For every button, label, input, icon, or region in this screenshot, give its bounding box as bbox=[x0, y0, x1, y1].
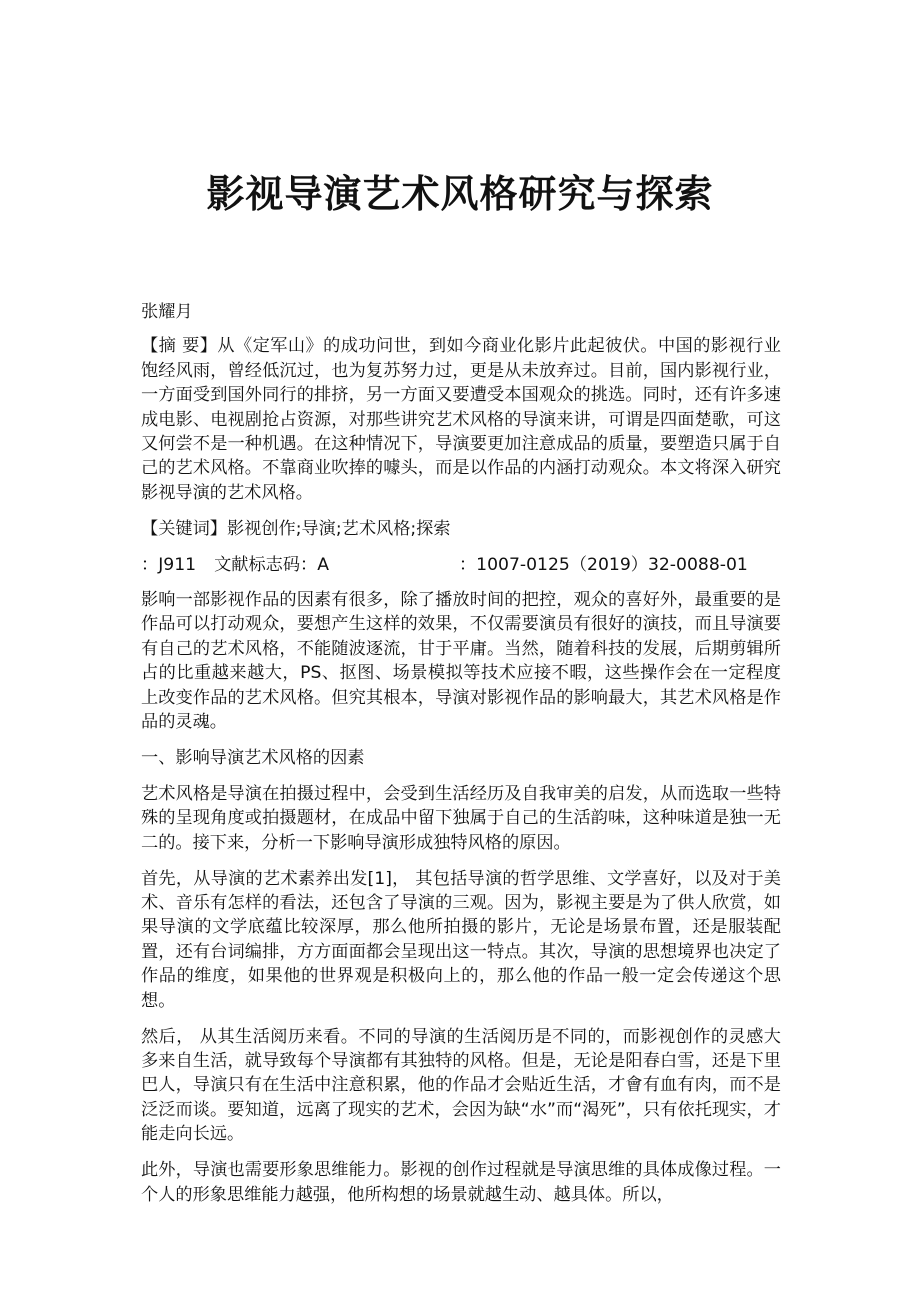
body-paragraph-4: 此外，导演也需要形象思维能力。影视的创作过程就是导演思维的具体成像过程。一个人的形象思维能力越强，他所构想的场景就越生动、越具体。所以， bbox=[141, 1160, 781, 1205]
abstract-paragraph: 【摘 要】从《定军山》的成功问世，到如今商业化影片此起彼伏。中国的影视行业饱经风雨，曾经低沉过，也为复苏努力过，更是从未放弃过。目前，国内影视行业，一方面受到国外同行的排挤，另一方面又要遭受本国观众的挑选。同时，还有许多速成电影、电视剧抢占资源，对那些讲究艺术风格的导演来讲，可谓是四面楚歌，可这又何尝不是一种机遇。在这种情况下，导演要更加注意成品的质量，要塑造只属于自己的艺术风格。不靠商业吹捧的噱头，而是以作品的内涵打动观众。本文将深入研究影视导演的艺术风格。 bbox=[141, 336, 781, 503]
author-name: 张耀月 bbox=[141, 302, 193, 322]
intro-paragraph: 影响一部影视作品的因素有很多，除了播放时间的把控，观众的喜好外，最重要的是作品可以打动观众，要想产生这样的效果，不仅需要演员有很好的演技，而且导演要有自己的艺术风格，不能随波逐流，甘于平庸。当然，随着科技的发展，后期剪辑所占的比重越来越大，PS、抠图、场景模拟等技术应接不暇，这些操作会在一定程度上改变作品的艺术风格。但究其根本，导演对影视作品的影响最大，其艺术风格是作品的灵魂。 bbox=[141, 590, 781, 733]
body-paragraph-1: 艺术风格是导演在拍摄过程中，会受到生活经历及自我审美的启发，从而选取一些特殊的呈现角度或拍摄题材，在成品中留下独属于自己的生活韵味，这种味道是独一无二的。接下来，分析一下影响导演形成独特风格的原因。 bbox=[141, 783, 781, 853]
classification-line bbox=[141, 553, 781, 577]
section-heading: 一、影响导演艺术风格的因素 bbox=[141, 748, 365, 768]
paper-body bbox=[141, 300, 781, 1218]
article-number: ：1007-0125（2019）32-0088-01 bbox=[458, 554, 748, 575]
clc-number: ：J911 bbox=[141, 554, 197, 575]
keywords-line: 【关键词】影视创作;导演;艺术风格;探索 bbox=[141, 518, 451, 539]
document-code: 文献标志码：A bbox=[214, 554, 329, 575]
body-paragraph-3: 然后， 从其生活阅历来看。不同的导演的生活阅历是不同的，而影视创作的灵感大多来自生活，就导致每个导演都有其独特的风格。但是，无论是阳春白雪，还是下里巴人，导演只有在生活中注意积累，他的作品才会贴近生活，才會有血有肉，而不是泛泛而谈。要知道，远离了现实的艺术，会因为缺“水”而“渴死”，只有依托现实，才能走向长远。 bbox=[141, 1026, 781, 1145]
paper-title: 影视导演艺术风格研究与探索 bbox=[206, 171, 714, 216]
body-paragraph-2: 首先，从导演的艺术素养出发[1]， 其包括导演的哲学思维、文学喜好，以及对于美术、音乐有怎样的看法，还包含了导演的三观。因为，影视主要是为了供人欣赏，如果导演的文学底蕴比较深厚，那么他所拍摄的影片，无论是场景布置，还是服装配置，还有台词编排，方方面面都会呈现出这一特点。其次，导演的思想境界也决定了作品的维度，如果他的世界观是积极向上的，那么他的作品一般一定会传递这个思想。 bbox=[141, 868, 781, 1011]
